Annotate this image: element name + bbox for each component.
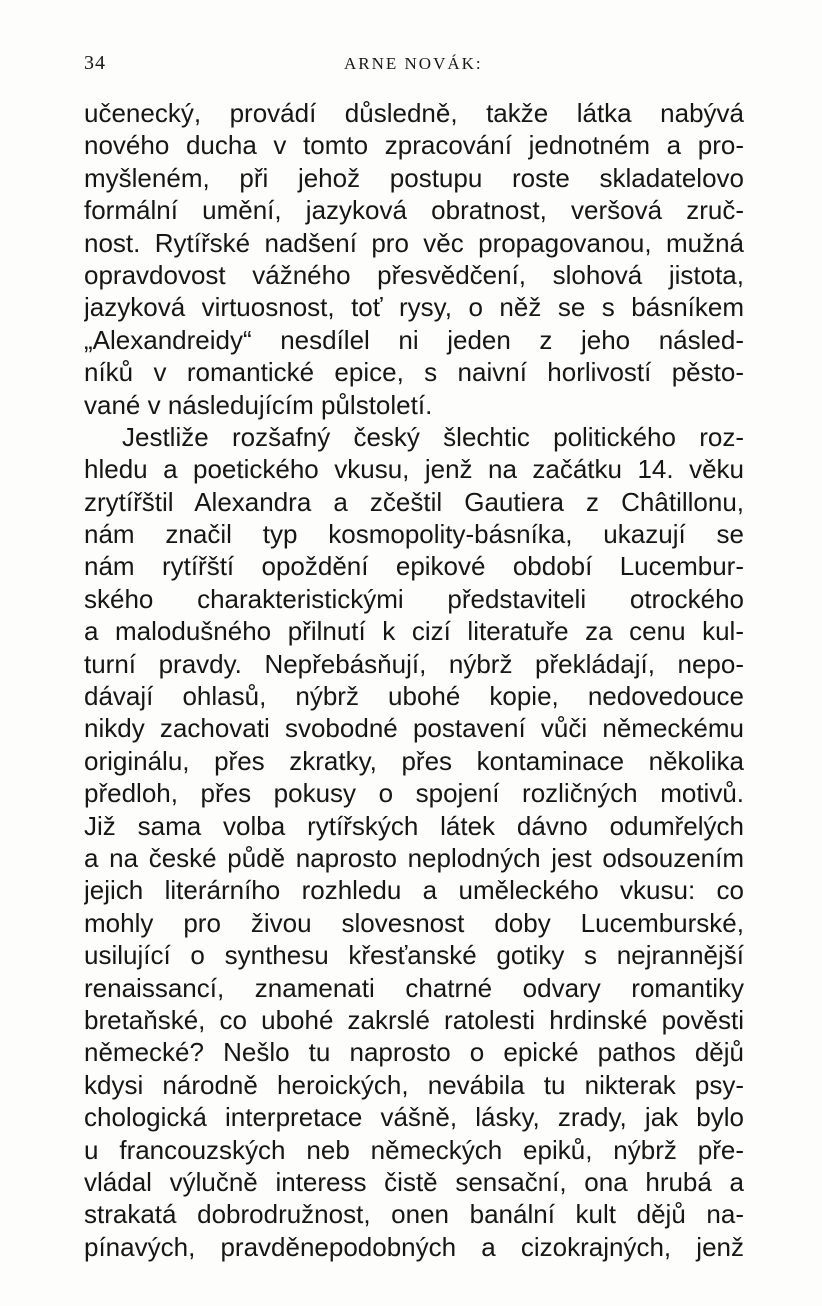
text-line: dávají ohlasů, nýbrž ubohé kopie, nedovedouce	[84, 681, 744, 712]
text-line: nost. Rytířské nadšení pro věc propagovanou, mužná	[84, 227, 744, 258]
text-line: chologická interpretace vášně, lásky, zrady, jak bylo	[84, 1102, 744, 1133]
text-line: vládal výlučně interess čistě sensační, ona hrubá a	[84, 1166, 744, 1197]
text-line: turní pravdy. Nepřebásňují, nýbrž překládají, nepo-	[84, 648, 744, 679]
text-line: jazyková virtuosnost, toť rysy, o něž se s básníkem	[84, 292, 744, 323]
running-title: ARNE NOVÁK:	[344, 54, 483, 73]
text-line: předloh, přes pokusy o spojení rozličných motivů.	[84, 778, 744, 809]
text-line: a na české půdě naprosto neplodných jest odsouzením	[84, 842, 744, 873]
text-line: nám značil typ kosmopolity-básníka, ukazují se	[84, 519, 744, 550]
text-line: Již sama volba rytířských látek dávno odumřelých	[84, 810, 744, 841]
text-line: níků v romantické epice, s naivní horlivostí pěsto-	[84, 357, 744, 388]
text-line: opravdovost vážného přesvědčení, slohová jistota,	[84, 259, 744, 290]
text-line: pínavých, pravděnepodobných a cizokrajných, jenž	[84, 1231, 744, 1262]
body-text	[84, 97, 744, 1263]
text-line: vané v následujícím půlstoletí.	[84, 389, 433, 420]
text-line: originálu, přes zkratky, přes kontaminace několika	[84, 745, 744, 776]
text-line: strakatá dobrodružnost, onen banální kult dějů na-	[84, 1199, 744, 1230]
text-line: usilující o synthesu křesťanské gotiky s nejrannější	[84, 940, 744, 971]
page-number: 34	[84, 52, 106, 74]
text-line: u francouzských neb německých epiků, nýbrž pře-	[84, 1134, 744, 1165]
text-line: myšleném, při jehož postupu roste skladatelovo	[84, 162, 744, 193]
text-line: renaissancí, znamenati chatrné odvary romantiky	[84, 972, 744, 1003]
text-line: zrytířštil Alexandra a zčeštil Gautiera z Châtillonu,	[84, 486, 744, 517]
text-line: kdysi národně heroických, nevábila tu nikterak psy-	[84, 1069, 744, 1100]
text-line: Jestliže rozšafný český šlechtic politického roz-	[122, 421, 744, 452]
text-line: hledu a poetického vkusu, jenž na začátku 14. věku	[84, 454, 744, 485]
text-line: učenecký, provádí důsledně, takže látka nabývá	[84, 98, 744, 128]
text-line: formální umění, jazyková obratnost, veršová zruč-	[84, 195, 744, 226]
text-line: mohly pro živou slovesnost doby Lucemburské,	[84, 907, 744, 938]
text-line: německé? Nešlo tu naprosto o epické pathos dějů	[84, 1037, 744, 1068]
text-line: nikdy zachovati svobodné postavení vůči německému	[84, 713, 744, 744]
running-head	[84, 52, 744, 82]
text-line: bretaňské, co ubohé zakrslé ratolesti hrdinské pověsti	[84, 1004, 744, 1035]
text-line: „Alexandreidy“ nesdílel ni jeden z jeho násled-	[84, 324, 744, 355]
text-line: a malodušného přilnutí k cizí literatuře za cenu kul-	[84, 616, 744, 647]
text-line: jejich literárního rozhledu a uměleckého vkusu: co	[84, 875, 744, 906]
text-line: nového ducha v tomto zpracování jednotném a pro-	[84, 130, 744, 161]
text-line: ského charakteristickými představiteli otrockého	[84, 583, 744, 614]
text-line: nám rytířští opoždění epikové období Lucembur-	[84, 551, 744, 582]
